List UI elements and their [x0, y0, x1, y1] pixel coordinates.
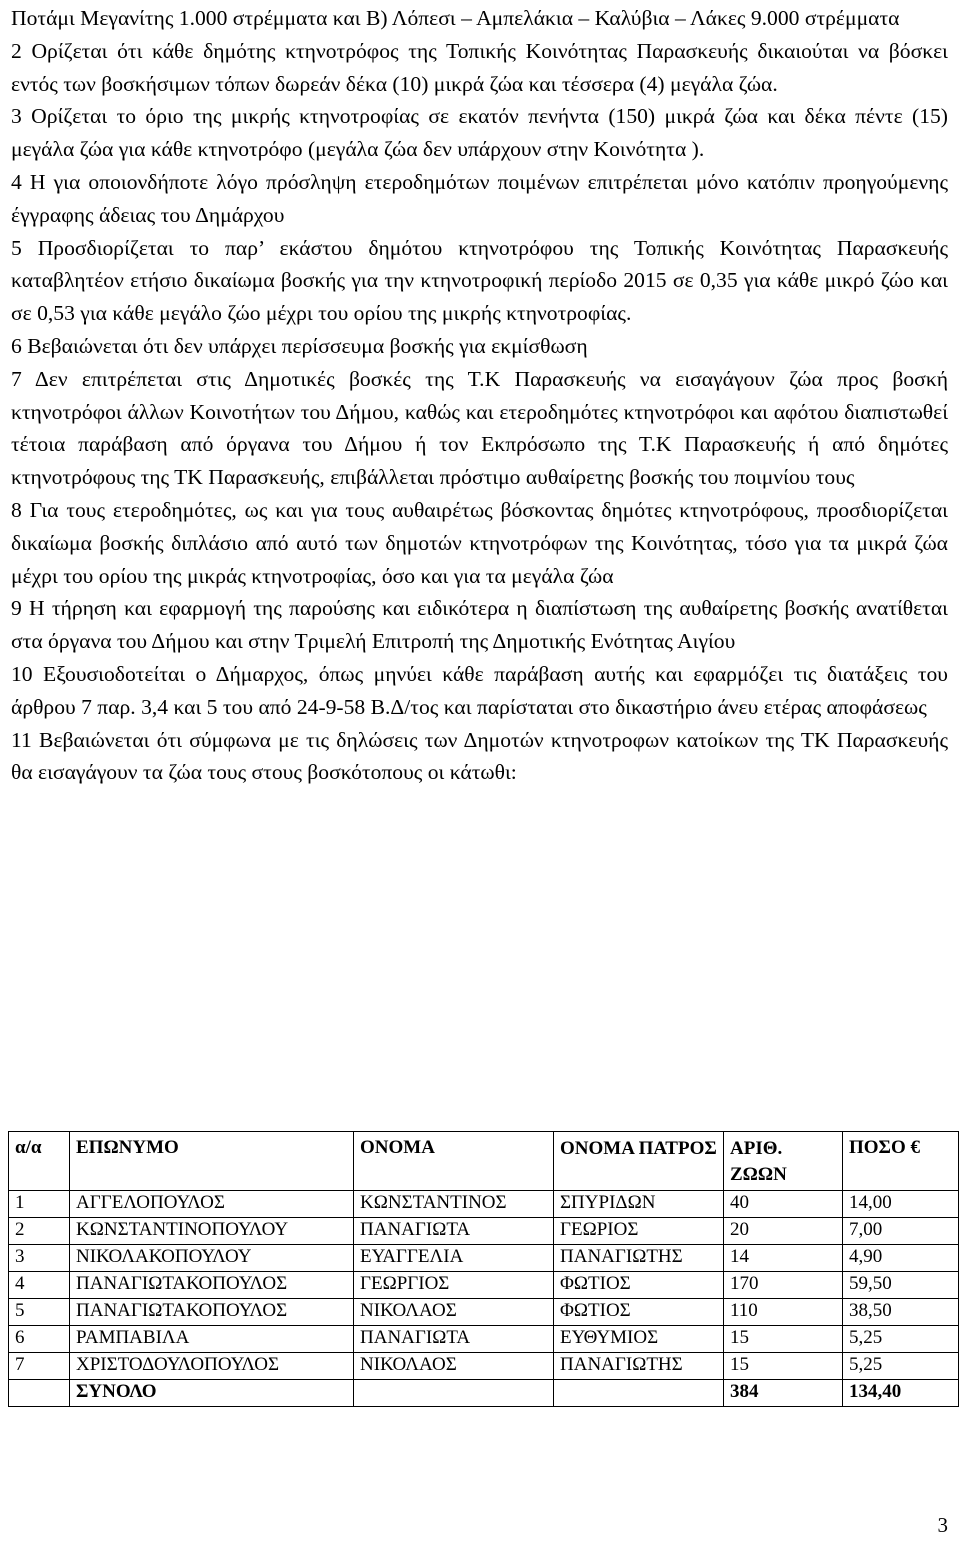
paragraph-1: Ποτάμι Μεγανίτης 1.000 στρέμματα και Β) Λόπεσι – Αμπελάκια – Καλύβια – Λάκες 9.000 στρέμματα — [11, 6, 900, 30]
paragraph-2: 2 Ορίζεται ότι κάθε δημότης κτηνοτρόφος της Τοπικής Κοινότητας Παρασκευής δικαιούται να βόσκει εντός των βοσκήσιμων τόπων δωρεάν δέκα (10) μικρά ζώα και τέσσερα (4) μεγάλα ζώα. — [11, 38, 948, 96]
cell-surname: ΚΩΝΣΤΑΝΤΙΝΟΠΟΥΛΟΥ — [70, 1218, 354, 1245]
cell-serial: 7 — [9, 1353, 70, 1380]
header-father-name: ΟΝΟΜΑ ΠΑΤΡΟΣ — [554, 1132, 724, 1191]
header-first-name: ΟΝΟΜΑ — [354, 1132, 554, 1191]
cell-amount: 38,50 — [843, 1299, 959, 1326]
cell-animal-count: 15 — [724, 1326, 843, 1353]
cell-father-name: ΣΠΥΡΙΔΩΝ — [554, 1191, 724, 1218]
cell-serial: 2 — [9, 1218, 70, 1245]
cell-animal-count: 170 — [724, 1272, 843, 1299]
cell-father-name: ΦΩΤΙΟΣ — [554, 1299, 724, 1326]
cell-surname: ΝΙΚΟΛΑΚΟΠΟΥΛΟΥ — [70, 1245, 354, 1272]
cell-animal-count: 110 — [724, 1299, 843, 1326]
cell-father-name: ΕΥΘΥΜΙΟΣ — [554, 1326, 724, 1353]
cell-serial: 6 — [9, 1326, 70, 1353]
cell-empty — [354, 1380, 554, 1407]
cell-father-name: ΦΩΤΙΟΣ — [554, 1272, 724, 1299]
table-row — [9, 1272, 959, 1299]
cell-surname: ΧΡΙΣΤΟΔΟΥΛΟΠΟΥΛΟΣ — [70, 1353, 354, 1380]
cell-serial: 4 — [9, 1272, 70, 1299]
cell-animal-count: 15 — [724, 1353, 843, 1380]
cell-first-name: ΠΑΝΑΓΙΩΤΑ — [354, 1326, 554, 1353]
table-header-row — [9, 1132, 959, 1191]
table-row — [9, 1326, 959, 1353]
cell-amount: 5,25 — [843, 1353, 959, 1380]
paragraph-6: 6 Βεβαιώνεται ότι δεν υπάρχει περίσσευμα βοσκής για εκμίσθωση — [11, 333, 588, 358]
paragraph-5: 5 Προσδιορίζεται το παρ’ εκάστου δημότου κτηνοτρόφου της Τοπικής Κοινότητας Παρασκευής καταβλητέον ετήσιο δικαίωμα βοσκής για την κτηνοτροφική περίοδο 2015 σε 0,35 για κάθε μικρό ζώο και σε 0,53 για κάθε μεγάλο ζώο μέχρι του ορίου της μικρής κτηνοτροφίας. — [11, 235, 948, 326]
cell-amount: 14,00 — [843, 1191, 959, 1218]
cell-surname: ΠΑΝΑΓΙΩΤΑΚΟΠΟΥΛΟΣ — [70, 1299, 354, 1326]
table-row — [9, 1191, 959, 1218]
cell-father-name: ΠΑΝΑΓΙΩΤΗΣ — [554, 1353, 724, 1380]
cell-surname: ΠΑΝΑΓΙΩΤΑΚΟΠΟΥΛΟΣ — [70, 1272, 354, 1299]
paragraph-4: 4 Η για οποιονδήποτε λόγο πρόσληψη ετεροδημότων ποιμένων επιτρέπεται μόνο κατόπιν προηγούμενης έγγραφης άδειας του Δημάρχου — [11, 169, 948, 227]
document-body — [11, 2, 948, 789]
table-row — [9, 1299, 959, 1326]
cell-first-name: ΠΑΝΑΓΙΩΤΑ — [354, 1218, 554, 1245]
cell-serial: 5 — [9, 1299, 70, 1326]
table-row — [9, 1353, 959, 1380]
paragraph-9: 9 Η τήρηση και εφαρμογή της παρούσης και ειδικότερα η διαπίστωση της αυθαίρετης βοσκής ανατίθεται στα όργανα του Δήμου και στην Τριμελή Επιτροπή της Δημοτικής Ενότητας Αιγίου — [11, 596, 948, 654]
header-serial: α/α — [9, 1132, 70, 1191]
header-animal-count: ΑΡΙΘ. ΖΩΩΝ — [724, 1132, 843, 1191]
cell-animal-count: 14 — [724, 1245, 843, 1272]
cell-serial: 1 — [9, 1191, 70, 1218]
cell-animal-count: 20 — [724, 1218, 843, 1245]
header-amount: ΠΟΣΟ € — [843, 1132, 959, 1191]
cell-empty — [554, 1380, 724, 1407]
cell-amount: 5,25 — [843, 1326, 959, 1353]
cell-first-name: ΝΙΚΟΛΑΟΣ — [354, 1353, 554, 1380]
table-row — [9, 1245, 959, 1272]
cell-father-name: ΓΕΩΡΙΟΣ — [554, 1218, 724, 1245]
paragraph-7: 7 Δεν επιτρέπεται στις Δημοτικές βοσκές της Τ.Κ Παρασκευής να εισαγάγουν ζώα προς βοσκή κτηνοτρόφοι άλλων Κοινοτήτων του Δήμου, καθώς και ετεροδημότες κτηνοτρόφοι και αφότου διαπιστωθεί τέτοια παράβαση από όργανα του Δήμου ή τον Εκπρόσωπο της Τ.Κ Παρασκευής ή από δημότες κτηνοτρόφους της ΤΚ Παρασκευής, επιβάλλεται πρόστιμο αυθαίρετης βοσκής του ποιμνίου τους — [11, 366, 948, 490]
cell-amount: 7,00 — [843, 1218, 959, 1245]
cell-amount: 59,50 — [843, 1272, 959, 1299]
cell-first-name: ΝΙΚΟΛΑΟΣ — [354, 1299, 554, 1326]
cell-amount: 4,90 — [843, 1245, 959, 1272]
cell-serial: 3 — [9, 1245, 70, 1272]
table-row — [9, 1218, 959, 1245]
paragraph-11: 11 Βεβαιώνεται ότι σύμφωνα με τις δηλώσεις των Δημοτών κτηνοτροφων κατοίκων της ΤΚ Παρασκευής θα εισαγάγουν τα ζώα τους στους βοσκότοπους οι κάτωθι: — [11, 727, 948, 785]
cell-empty — [9, 1380, 70, 1407]
total-amount: 134,40 — [843, 1380, 959, 1407]
paragraph-3: 3 Ορίζεται το όριο της μικρής κτηνοτροφίας σε εκατόν πενήντα (150) μικρά ζώα και δέκα πέντε (15) μεγάλα ζώα για κάθε κτηνοτρόφο (μεγάλα ζώα δεν υπάρχουν στην Κοινότητα ). — [11, 104, 948, 162]
header-surname: ΕΠΩΝΥΜΟ — [70, 1132, 354, 1191]
cell-first-name: ΓΕΩΡΓΙΟΣ — [354, 1272, 554, 1299]
cell-surname: ΡΑΜΠΑΒΙΛΑ — [70, 1326, 354, 1353]
total-label: ΣΥΝΟΛΟ — [70, 1380, 354, 1407]
paragraph-10: 10 Εξουσιοδοτείται ο Δήμαρχος, όπως μηνύει κάθε παράβαση αυτής και εφαρμόζει τις διατάξεις του άρθρου 7 παρ. 3,4 και 5 του από 24-9-58 Β.Δ/τος και παρίσταται στο δικαστήριο άνευ ετέρας αποφάσεως — [11, 661, 948, 719]
cell-first-name: ΚΩΝΣΤΑΝΤΙΝΟΣ — [354, 1191, 554, 1218]
table-total-row — [9, 1380, 959, 1407]
cell-first-name: ΕΥΑΓΓΕΛΙΑ — [354, 1245, 554, 1272]
paragraph-8: 8 Για τους ετεροδημότες, ως και για τους αυθαιρέτως βόσκοντας δημότες κτηνοτρόφους, προσδιορίζεται δικαίωμα βοσκής διπλάσιο από αυτό των δημοτών κτηνοτρόφων της Κοινότητας, τόσο για τα μικρά ζώα μέχρι του ορίου της μικράς κτηνοτροφίας, όσο και για τα μεγάλα ζώα — [11, 497, 948, 588]
livestock-owners-table — [8, 1131, 959, 1407]
cell-father-name: ΠΑΝΑΓΙΩΤΗΣ — [554, 1245, 724, 1272]
cell-surname: ΑΓΓΕΛΟΠΟΥΛΟΣ — [70, 1191, 354, 1218]
total-animals: 384 — [724, 1380, 843, 1407]
cell-animal-count: 40 — [724, 1191, 843, 1218]
page-number: 3 — [937, 1513, 948, 1537]
